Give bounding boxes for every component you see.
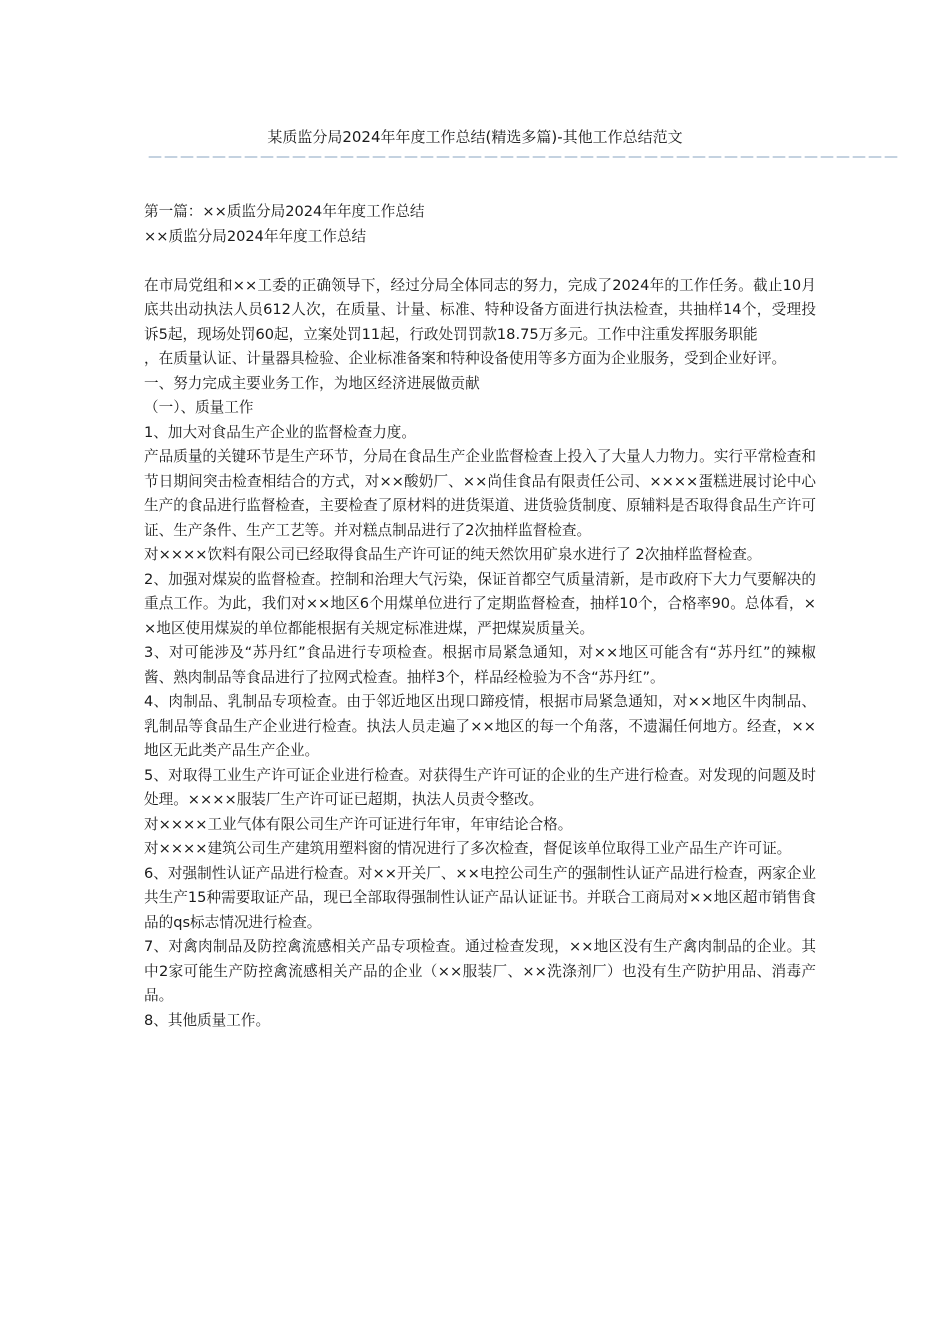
paragraph: 4、肉制品、乳制品专项检查。由于邻近地区出现口蹄疫情，根据市局紧急通知，对××地区牛肉制品、乳制品等食品生产企业进行检查。执法人员走遍了××地区的每一个角落，不遗漏任何地方。经查，××地区无此类产品生产企业。 <box>144 693 816 759</box>
paragraph: ，在质量认证、计量器具检验、企业标准备案和特种设备使用等多方面为企业服务，受到企业好评。 <box>144 350 787 367</box>
paragraph: 在市局党组和××工委的正确领导下，经过分局全体同志的努力，完成了2024年的工作任务。截止10月底共出动执法人员612人次，在质量、计量、标准、特种设备方面进行执法检查，共抽样14个，受理投诉5起，现场处罚60起，立案处罚11起，行政处罚罚款18.75万多元。工作中注重发挥服务职能 <box>144 276 816 343</box>
document-title: 某质监分局2024年年度工作总结(精选多篇)-其他工作总结范文 <box>267 128 683 146</box>
heading-level-1: 一、努力完成主要业务工作，为地区经济进展做贡献 <box>144 374 480 392</box>
paragraph: 7、对禽肉制品及防控禽流感相关产品专项检查。通过检查发现，××地区没有生产禽肉制品的企业。其中2家可能生产防控禽流感相关产品的企业（××服装厂、××洗涤剂厂）也没有生产防护用品、消毒产品。 <box>144 938 816 1004</box>
list-item-heading: 1、加大对食品生产企业的监督检查力度。 <box>144 423 416 441</box>
paragraph: 5、对取得工业生产许可证企业进行检查。对获得生产许可证的企业的生产进行检查。对发现的问题及时处理。××××服装厂生产许可证已超期，执法人员责令整改。 <box>144 766 816 808</box>
document-body <box>144 200 816 1033</box>
paragraph: 对××××工业气体有限公司生产许可证进行年审，年审结论合格。 <box>144 815 573 833</box>
paragraph: 产品质量的关键环节是生产环节，分局在食品生产企业监督检查上投入了大量人力物力。实行平常检查和节日期间突击检查相结合的方式，对××酸奶厂、××尚佳食品有限责任公司、××××蛋糕进展讨论中心生产的食品进行监督检查，主要检查了原材料的进货渠道、进货验货制度、原辅料是否取得食品生产许可证、生产条件、生产工艺等。并对糕点制品进行了2次抽样监督检查。 <box>144 448 816 539</box>
heading-level-2: （一）、质量工作 <box>144 399 254 416</box>
section-heading: 第一篇：××质监分局2024年年度工作总结 <box>144 203 425 220</box>
paragraph: 6、对强制性认证产品进行检查。对××开关厂、××电控公司生产的强制性认证产品进行检查，两家企业共生产15种需要取证产品，现已全部取得强制性认证产品认证证书。并联合工商局对××地区超市销售食品的qs标志情况进行检查。 <box>144 864 816 931</box>
blank-line <box>144 249 816 274</box>
title-underline-rule: ——————————————————————————————————————————————— <box>148 149 900 165</box>
paragraph: 对××××建筑公司生产建筑用塑料窗的情况进行了多次检查，督促该单位取得工业产品生产许可证。 <box>144 840 792 857</box>
list-item-heading: 8、其他质量工作。 <box>144 1011 271 1029</box>
paragraph: 对××××饮料有限公司已经取得食品生产许可证的纯天然饮用矿泉水进行了 2次抽样监督检查。 <box>144 546 762 563</box>
paragraph: 3、对可能涉及“苏丹红”食品进行专项检查。根据市局紧急通知，对××地区可能含有“苏丹红”的辣椒酱、熟肉制品等食品进行了拉网式检查。抽样3个，样品经检验为不含“苏丹红”。 <box>144 644 816 686</box>
paragraph: 2、加强对煤炭的监督检查。控制和治理大气污染，保证首都空气质量清新，是市政府下大力气要解决的重点工作。为此，我们对××地区6个用煤单位进行了定期监督检查，抽样10个，合格率90。总体看，××地区使用煤炭的单位都能根据有关规定标准进煤，严把煤炭质量关。 <box>144 570 816 637</box>
subtitle: ××质监分局2024年年度工作总结 <box>144 227 367 245</box>
